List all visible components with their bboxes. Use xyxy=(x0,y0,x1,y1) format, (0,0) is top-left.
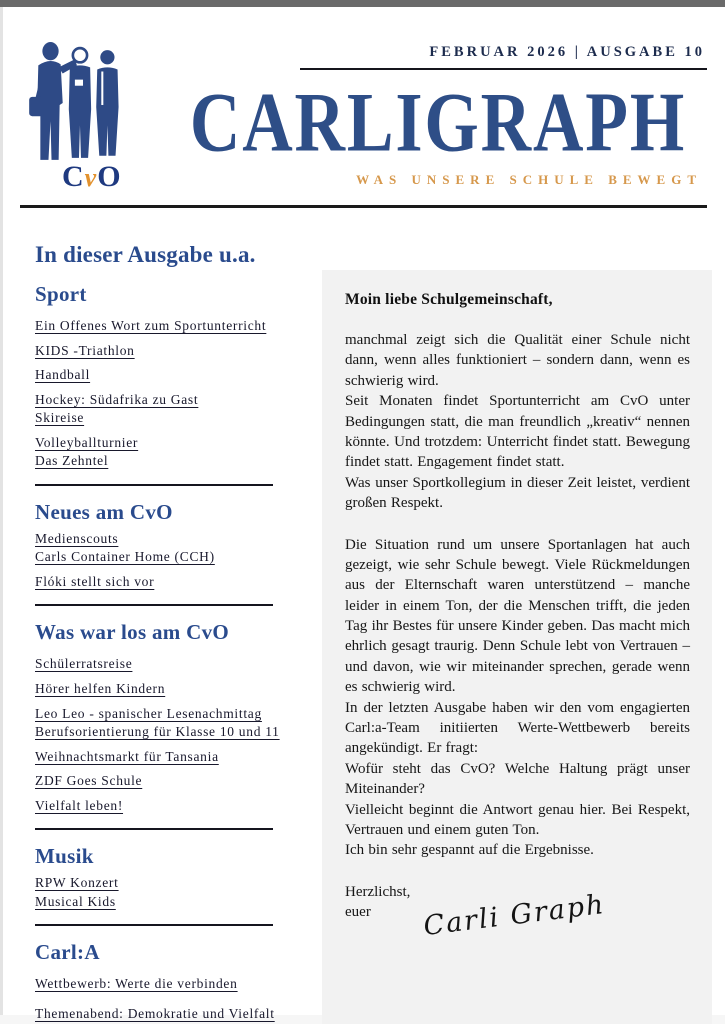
toc-link[interactable]: Volleyballturnier xyxy=(35,434,139,450)
letter-text: Vielleicht beginnt die Antwort genau hier. Bei Respekt, Vertrauen und einem guten Ton. xyxy=(345,801,690,838)
window-left-edge xyxy=(0,7,3,1024)
school-logo xyxy=(26,40,144,204)
toc-section-heading: Musik xyxy=(35,844,94,869)
header-divider-line xyxy=(300,68,707,70)
logo-letter-v: v xyxy=(84,163,98,192)
letter-text: In der letzten Ausgabe haben wir den vom engagierten Carl:a-Team initiierten Werte-Wettbewerb bereits angekündigt. Er fragt: xyxy=(345,699,690,757)
letter-text: Seit Monaten findet Sportunterricht am CvO unter Bedingungen statt, die man freundlich „kreativ“ nennen könnte. Und trotzdem: Unterricht findet statt. Bewegung findet statt. Engagement findet statt. xyxy=(345,393,690,471)
toc-link[interactable]: Vielfalt leben! xyxy=(35,797,124,813)
letter-greeting: Moin liebe Schulgemeinschaft, xyxy=(345,291,553,308)
letter-text: Was unser Sportkollegium in dieser Zeit leistet, verdient großen Respekt. xyxy=(345,474,690,512)
toc-link[interactable]: Schülerratsreise xyxy=(35,656,133,672)
table-of-contents xyxy=(35,242,319,1024)
letter-closing: Herzlichst, xyxy=(345,883,411,900)
section-divider xyxy=(35,828,273,830)
toc-link[interactable]: Skireise xyxy=(35,410,85,426)
toc-link[interactable]: Carls Container Home (CCH) xyxy=(35,549,215,565)
toc-link[interactable]: Hockey: Südafrika zu Gast xyxy=(35,391,199,407)
toc-link[interactable]: Weihnachtsmarkt für Tansania xyxy=(35,748,219,764)
letter-paragraph-block xyxy=(345,330,690,514)
letter-paragraph-block xyxy=(345,535,690,861)
section-divider xyxy=(35,484,273,486)
school-logo-figures-icon xyxy=(26,40,138,168)
section-divider xyxy=(35,604,273,606)
newsletter-tagline: WAS UNSERE SCHULE BEWEGT xyxy=(356,171,702,187)
toc-link[interactable]: Berufsorientierung für Klasse 10 und 11 xyxy=(35,724,280,740)
toc-link[interactable]: Musical Kids xyxy=(35,893,116,909)
toc-link[interactable]: KIDS -Triathlon xyxy=(35,342,135,358)
masthead xyxy=(168,75,708,188)
toc-link[interactable]: Leo Leo - spanischer Lesenachmittag xyxy=(35,705,262,721)
toc-section-was-war-los xyxy=(35,620,319,814)
letter-text: Die Situation rund um unsere Sportanlagen hat auch gezeigt, wie sehr Schule bewegt. Viele Rückmeldungen aus der Elternschaft waren unterstützend – manche leider in einem Ton, der die Menschen trifft, die jeden Tag ihr Bestes für unsere Kinder geben. Das macht mich ehrlich gesagt traurig. Denn Schule lebt von Vertrauen – und davon, wie wir miteinander sprechen, gerade wenn es schwierig wird. xyxy=(345,536,690,696)
letter-closing: euer xyxy=(345,904,371,921)
toc-section-sport xyxy=(35,282,319,470)
toc-link[interactable]: Das Zehntel xyxy=(35,453,109,469)
toc-section-heading: Sport xyxy=(35,282,87,306)
logo-letter-c: C xyxy=(62,160,85,193)
toc-link[interactable]: Flóki stellt sich vor xyxy=(35,573,155,589)
toc-link[interactable]: Themenabend: Demokratie und Vielfalt xyxy=(35,1005,275,1021)
school-logo-text xyxy=(62,162,144,192)
letter-text: manchmal zeigt sich die Qualität einer Schule nicht dann, wenn alles funktioniert – sondern dann, wenn es schwierig wird. xyxy=(345,332,690,389)
letter-panel xyxy=(322,270,712,1024)
window-top-edge xyxy=(0,0,725,7)
toc-link[interactable]: Medienscouts xyxy=(35,530,119,546)
toc-link[interactable]: Ein Offenes Wort zum Sportunterricht xyxy=(35,318,267,333)
toc-section-heading: Was war los am CvO xyxy=(35,620,230,645)
masthead-underline xyxy=(20,205,707,208)
issue-date-label: FEBRUAR 2026 | AUSGABE 10 xyxy=(429,44,705,60)
section-divider xyxy=(35,924,273,926)
toc-title: In dieser Ausgabe u.a. xyxy=(35,242,256,267)
toc-link[interactable]: Handball xyxy=(35,367,91,383)
toc-link[interactable]: ZDF Goes Schule xyxy=(35,773,143,789)
toc-section-heading: Neues am CvO xyxy=(35,499,173,524)
letter-text: Wofür steht das CvO? Welche Haltung prägt unser Miteinander? xyxy=(345,760,690,798)
logo-letter-o: O xyxy=(97,160,122,193)
toc-section-carla xyxy=(35,940,319,1022)
toc-link[interactable]: RPW Konzert xyxy=(35,875,119,891)
toc-section-heading: Carl:A xyxy=(35,940,100,965)
letter-text: Ich bin sehr gespannt auf die Ergebnisse. xyxy=(345,842,594,859)
toc-section-musik xyxy=(35,844,319,910)
toc-link[interactable]: Hörer helfen Kindern xyxy=(35,681,166,697)
signature: Carli Graph xyxy=(421,889,607,943)
toc-link[interactable]: Wettbewerb: Werte die verbinden xyxy=(35,976,238,992)
newsletter-title: CARLIGRAPH xyxy=(189,75,687,170)
toc-section-neues xyxy=(35,500,319,591)
